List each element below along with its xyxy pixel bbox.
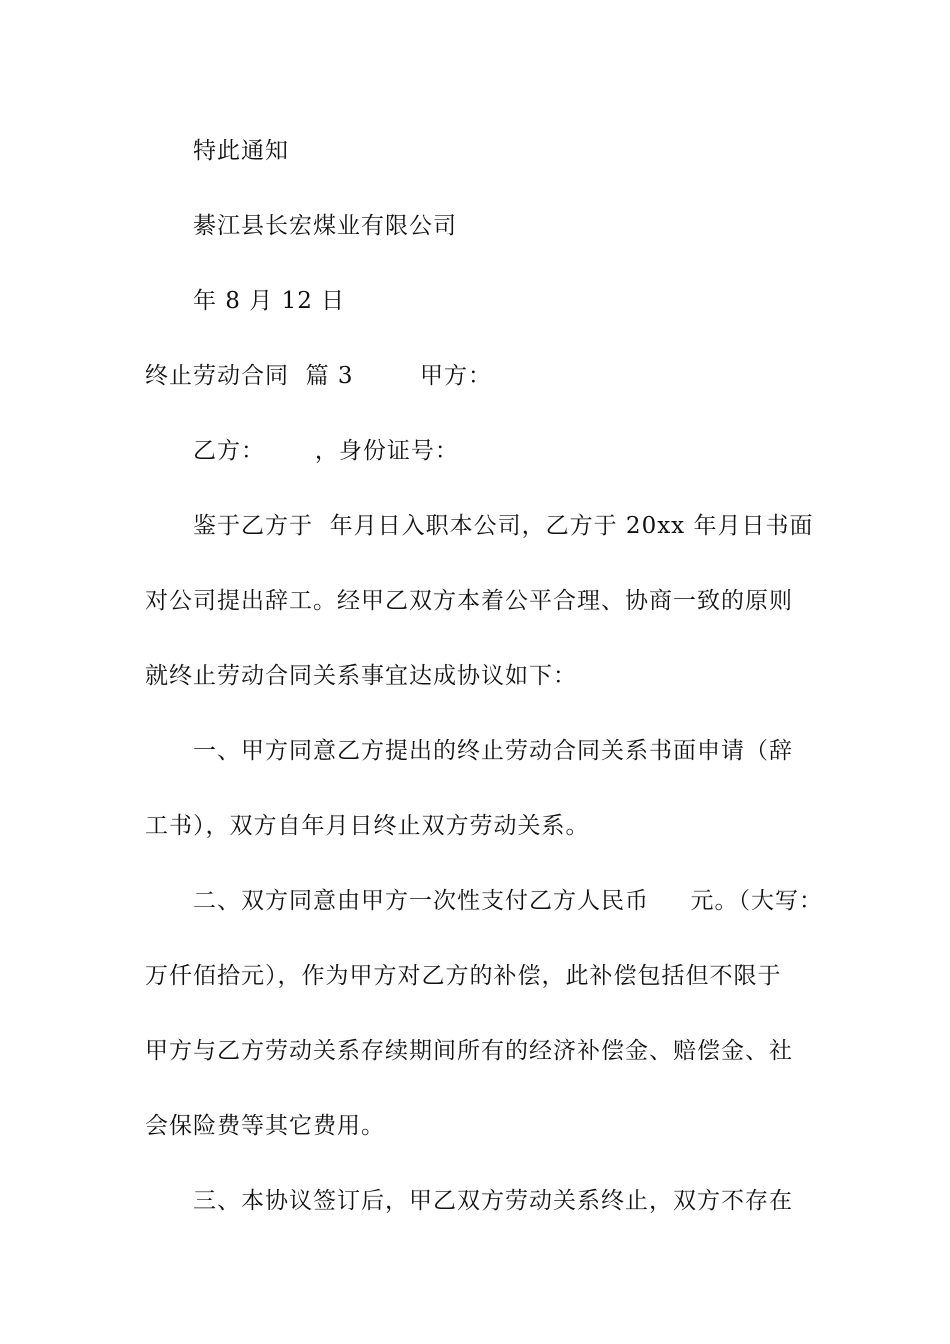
clause-two-line: 二、双方同意由甲方一次性支付乙方人民币 元。（大写：: [193, 888, 824, 914]
paragraph-line: 对公司提出辞工。经甲乙双方本着公平合理、协商一致的原则: [145, 588, 793, 614]
clause-two-line: 甲方与乙方劳动关系存续期间所有的经济补偿金、赔偿金、社: [145, 1038, 793, 1064]
date-line: 年 8 月 12 日: [193, 288, 346, 314]
closing-notice: 特此通知: [193, 138, 289, 164]
clause-two-line: 万仟佰拾元），作为甲方对乙方的补偿，此补偿包括但不限于: [145, 963, 782, 989]
paragraph-line: 就终止劳动合同关系事宜达成协议如下：: [145, 663, 577, 689]
paragraph-line: 鉴于乙方于 年月日入职本公司，乙方于 20xx 年月日书面: [193, 513, 814, 539]
section-heading: 终止劳动合同 篇 3 甲方：: [145, 363, 493, 389]
clause-two-line: 会保险费等其它费用。: [145, 1113, 385, 1139]
party-b-line: 乙方： ，身份证号：: [193, 438, 459, 464]
company-name: 綦江县长宏煤业有限公司: [193, 213, 457, 239]
clause-one-line: 工书），双方自年月日终止双方劳动关系。: [145, 813, 590, 839]
clause-three-line: 三、本协议签订后，甲乙双方劳动关系终止，双方不存在: [193, 1188, 793, 1214]
clause-one-line: 一、甲方同意乙方提出的终止劳动合同关系书面申请（辞: [193, 738, 793, 764]
